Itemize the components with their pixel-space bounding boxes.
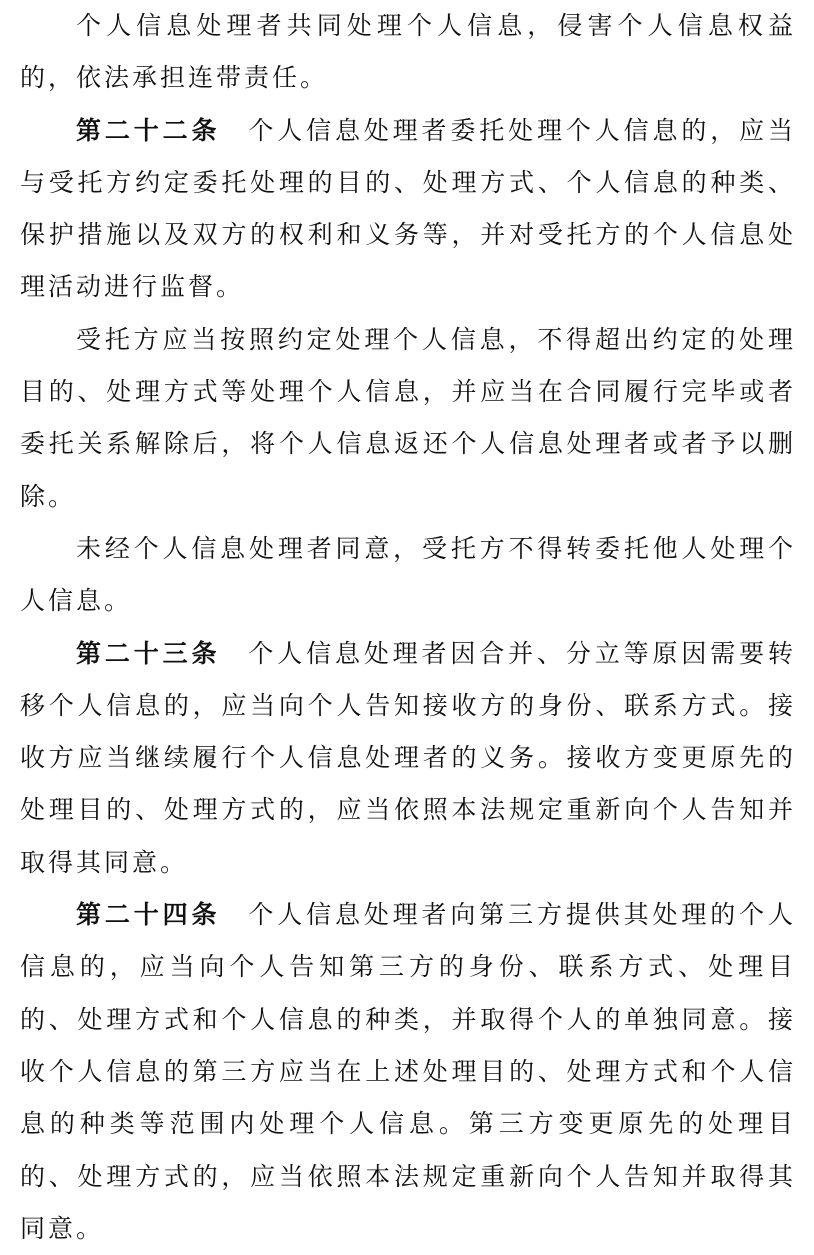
paragraph-text: 个人信息处理者共同处理个人信息，侵害个人信息权益的，依法承担连带责任。 [20, 11, 796, 93]
article-22-paragraph-2 [20, 314, 796, 523]
paragraph-text: 个人信息处理者因合并、分立等原因需要转移个人信息的，应当向个人告知接收方的身份、联系方式。接收方应当继续履行个人信息处理者的义务。接收方变更原先的处理目的、处理方式的，应当依照本法规定重新向个人告知并取得其同意。 [20, 638, 796, 877]
article-number: 第二十四条 [76, 900, 221, 930]
article-24-paragraph [20, 889, 796, 1255]
paragraph-text: 个人信息处理者向第三方提供其处理的个人信息的，应当向个人告知第三方的身份、联系方式、处理目的、处理方式和个人信息的种类，并取得个人的单独同意。接收个人信息的第三方应当在上述处理目的、处理方式和个人信息的种类等范围内处理个人信息。第三方变更原先的处理目的、处理方式的，应当依照本法规定重新向个人告知并取得其同意。 [20, 900, 796, 1243]
article-22-paragraph [20, 105, 796, 314]
article-number: 第二十二条 [76, 115, 221, 145]
document-page [20, 0, 796, 1255]
article-23-paragraph [20, 628, 796, 889]
paragraph-text: 受托方应当按照约定处理个人信息，不得超出约定的处理目的、处理方式等处理个人信息，并应当在合同履行完毕或者委托关系解除后，将个人信息返还个人信息处理者或者予以删除。 [20, 324, 796, 511]
paragraph-text: 未经个人信息处理者同意，受托方不得转委托他人处理个人信息。 [20, 533, 796, 616]
article-number: 第二十三条 [76, 638, 221, 668]
paragraph-joint-processing [20, 0, 796, 105]
paragraph-text: 个人信息处理者委托处理个人信息的，应当与受托方约定委托处理的目的、处理方式、个人信息的种类、保护措施以及双方的权利和义务等，并对受托方的个人信息处理活动进行监督。 [20, 115, 796, 302]
article-22-paragraph-3 [20, 523, 796, 628]
